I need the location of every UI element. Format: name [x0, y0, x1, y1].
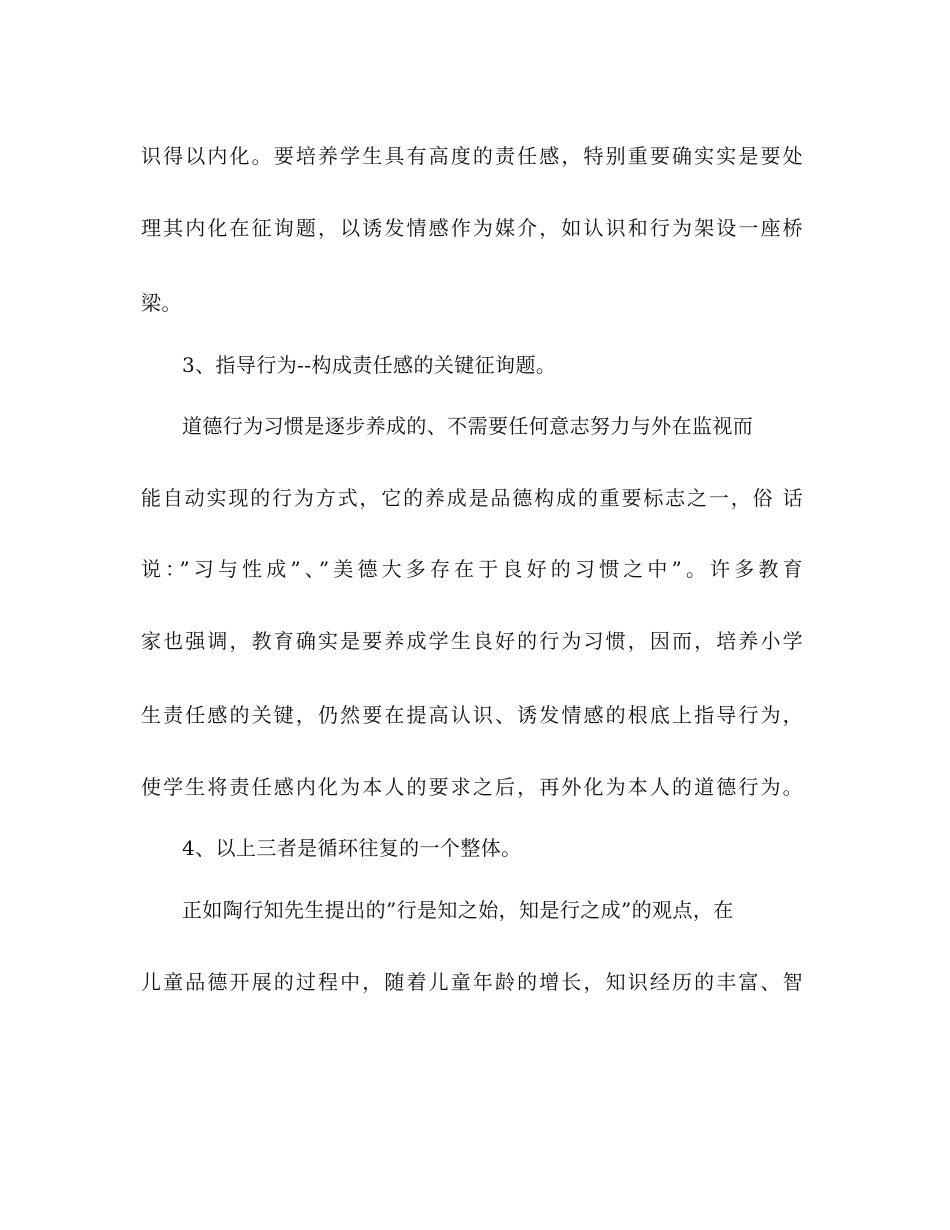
text-line: 识得以内化。要培养学生具有高度的责任感，特别重要确实实是要处: [141, 144, 803, 168]
text-line: 道德行为习惯是逐步养成的、不需要任何意志努力与外在监视而: [182, 414, 754, 438]
text-line: 使学生将责任感内化为本人的要求之后，再外化为本人的道德行为。: [141, 775, 803, 799]
text-line: 说：”习与性成”、”美德大多存在于良好的习惯之中”。许多教育: [141, 557, 803, 581]
section-heading: 3、指导行为--构成责任感的关键征询题。: [182, 353, 557, 377]
text-line: 生责任感的关键，仍然要在提高认识、诱发情感的根底上指导行为，: [141, 703, 803, 727]
section-heading: 4、以上三者是循环往复的一个整体。: [182, 836, 522, 860]
text-line: 正如陶行知先生提出的”行是知之始，知是行之成”的观点，在: [182, 898, 734, 922]
text-line: 儿童品德开展的过程中，随着儿童年龄的增长，知识经历的丰富、智: [141, 970, 803, 994]
text-line: 梁。: [141, 291, 182, 315]
text-line: 能自动实现的行为方式，它的养成是品德构成的重要标志之一，俗 话: [141, 486, 803, 510]
text-line: 理其内化在征询题，以诱发情感作为媒介，如认识和行为架设一座桥: [141, 216, 803, 240]
text-line: 家也强调，教育确实是要养成学生良好的行为习惯，因而，培养小学: [141, 629, 803, 653]
